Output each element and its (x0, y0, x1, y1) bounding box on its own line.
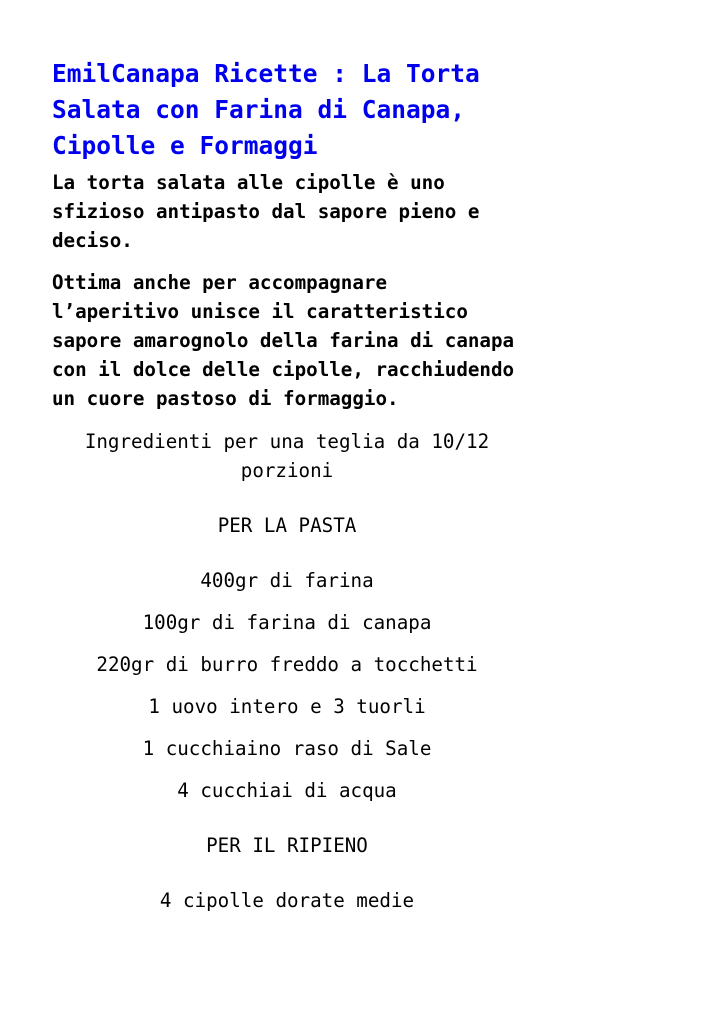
filling-ingredient: 4 cipolle dorate medie (159, 889, 415, 912)
filling-heading: PER IL RIPIENO (206, 834, 368, 857)
pasta-ingredient: 1 uovo intero e 3 tuorli (148, 695, 426, 718)
pasta-ingredient: 100gr di farina di canapa (142, 611, 432, 634)
pasta-ingredient: 220gr di burro freddo a tocchetti (96, 653, 478, 676)
pasta-ingredient: 1 cucchiaino raso di Sale (142, 737, 432, 760)
intro-paragraph-1: La torta salata alle cipolle è uno sfizioso antipasto dal sapore pieno e deciso. (52, 171, 480, 252)
pasta-ingredient: 400gr di farina (200, 569, 374, 592)
intro-paragraph-2: Ottima anche per accompagnare l’aperitivo unisce il caratteristico sapore amarognolo della farina di canapa con il dolce delle cipolle, racchiudendo un cuore pastoso di formaggio. (52, 271, 515, 410)
ingredients-heading: Ingredienti per una teglia da 10/12 porzioni (84, 430, 490, 482)
ingredients-section (52, 427, 522, 915)
document-page (52, 56, 522, 915)
pasta-ingredient: 4 cucchiai di acqua (177, 779, 397, 802)
article-title: EmilCanapa Ricette : La Torta Salata con Farina di Canapa, Cipolle e Formaggi (52, 59, 480, 160)
pasta-heading: PER LA PASTA (217, 514, 357, 537)
